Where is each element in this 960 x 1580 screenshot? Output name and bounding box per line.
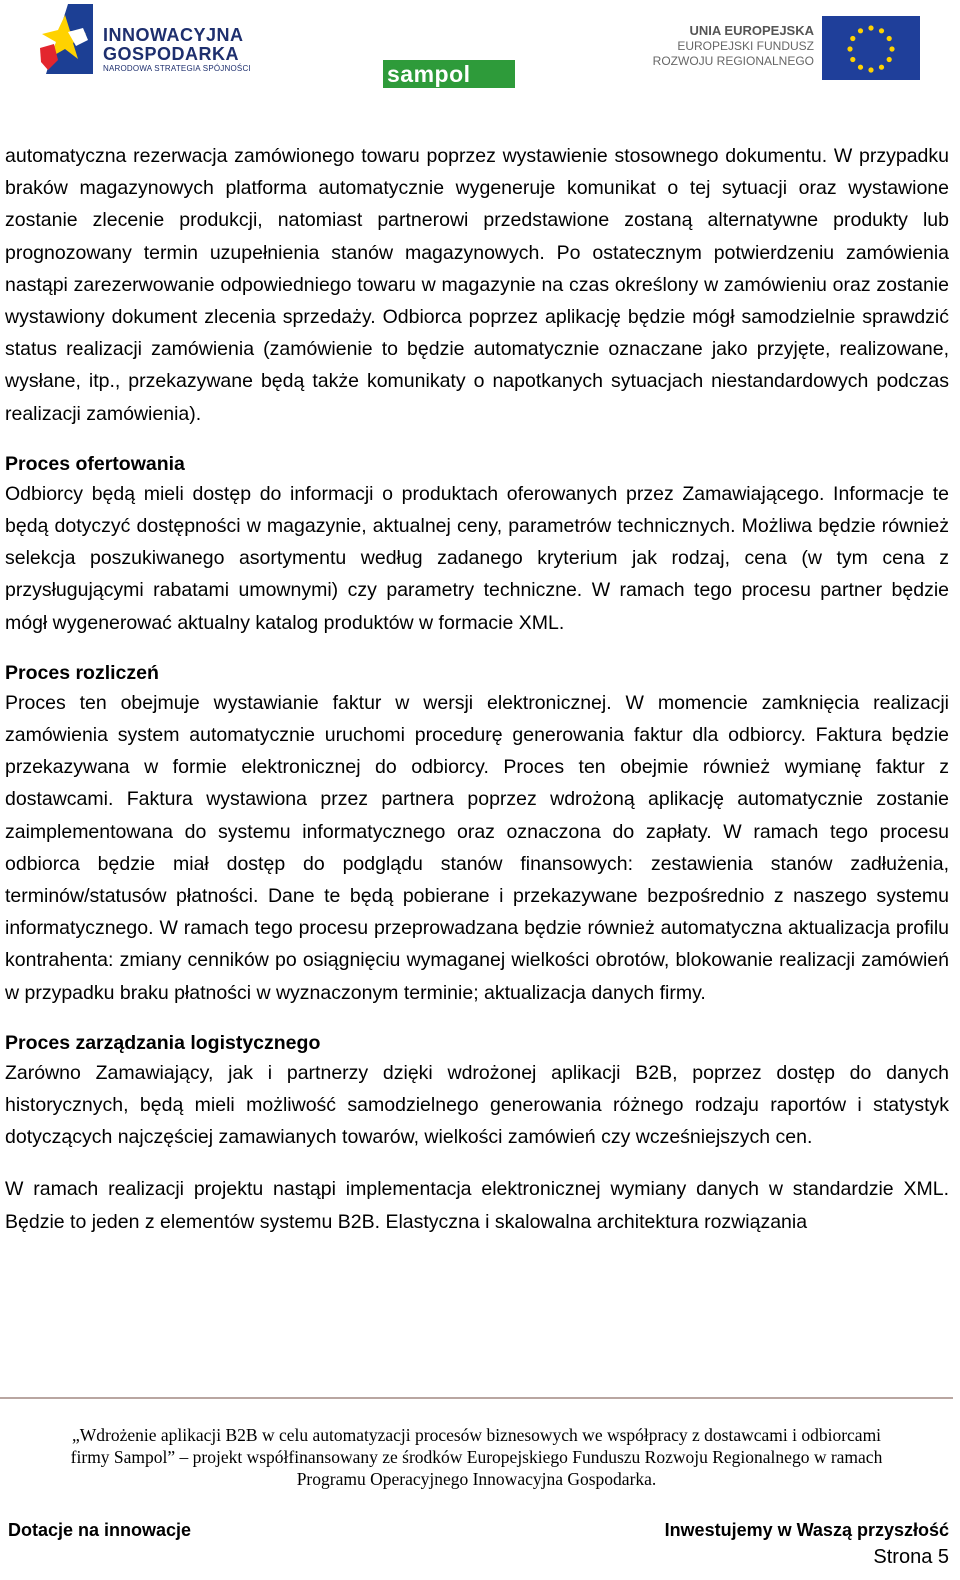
footer-left-slogan: Dotacje na innowacje [8, 1520, 192, 1540]
eu-logo-line2: EUROPEJSKI FUNDUSZ [677, 39, 814, 53]
section-text-ofertowania: Odbiorcy będą mieli dostęp do informacji o produktach oferowanych przez Zamawiającego. Informacje te będą dotyczyć dostępności w magazynie, aktualnej ceny, parametrów technicznych. Możliwa będzie również selekcja poszukiwanego asortymentu według zadanego kryterium jak rodzaj, cena (w tym cena z przysługującymi rabatami umownymi) czy parametry techniczne. W ramach tego procesu partner będzie mógł wygenerować aktualny katalog produktów w formacie XML. [5, 482, 949, 634]
footnote-line1: „Wdrożenie aplikacji B2B w celu automatyzacji procesów biznesowych we współpracy z dostawcami i odbiorcami [71, 1425, 882, 1445]
sampol-logo-text: sampol [387, 61, 471, 87]
logo-ig-line3: NARODOWA STRATEGIA SPÓJNOŚCI [103, 64, 251, 73]
project-footnote [0, 1424, 953, 1490]
footnote-line3: Programu Operacyjnego Innowacyjna Gospodarka. [296, 1469, 657, 1489]
section-heading-logistyka: Proces zarządzania logistycznego [5, 1031, 321, 1054]
eu-logo-line1: UNIA EUROPEJSKA [689, 23, 814, 38]
document-body [5, 140, 949, 1238]
innowacyjna-gospodarka-logo [38, 4, 288, 76]
section-text-rozliczen: Proces ten obejmuje wystawianie faktur w wersji elektronicznej. W momencie zamknięcia realizacji zamówienia system automatycznie uruchomi procedurę generowania faktur dla odbiorcy. Faktura będzie przekazywana w formie elektronicznej do odbiorcy. Proces ten obejmie również wymianę faktur z dostawcami. Faktura wystawiona przez partnera poprzez wdrożoną aplikację automatycznie zostanie zaimplementowana do systemu informatycznego oraz oznaczona do zapłaty. W ramach tego procesu odbiorca będzie miał dostęp do podglądu stanów finansowych: zestawienia stanów zadłużenia, terminów/statusów płatności. Dane te będą pobierane i przekazywane bezpośrednio z naszego systemu informatycznego. W ramach tego procesu przeprowadzana będzie również automatyczna aktualizacja profilu kontrahenta: zmiany cenników po osiągnięciu wymaganej wielkości obrotów, blokowanie realizacji zamówień w przypadku braku płatności w wyznaczonym terminie; aktualizacja danych firmy. [5, 691, 949, 1004]
eu-logo-line3: ROZWOJU REGIONALNEGO [652, 54, 814, 68]
section-heading-rozliczen: Proces rozliczeń [5, 661, 159, 684]
section-heading-ofertowania: Proces ofertowania [5, 452, 185, 475]
eu-flag-icon [822, 16, 920, 80]
sampol-logo [383, 60, 515, 88]
intro-paragraph: automatyczna rezerwacja zamówionego towaru poprzez wystawienie stosownego dokumentu. W przypadku braków magazynowych platforma automatycznie wygeneruje komunikat o tej sytuacji oraz wystawione zostanie zlecenie produkcji, natomiast partnerowi przedstawione zostaną alternatywne produkty lub prognozowany termin uzupełnienia stanów magazynowych. Po ostatecznym potwierdzeniu zamówienia nastąpi zarezerwowanie odpowiedniego towaru w magazynie na czas określony w zamówieniu oraz zostanie wystawiony dokument zlecenia sprzedaży. Odbiorca poprzez aplikację będzie mógł samodzielnie sprawdzić status realizacji zamówienia (zamówienie to będzie automatycznie oznaczane jako przyjęte, realizowane, wysłane, itp., przekazywane będą także komunikaty o napotkanych sytuacjach niestandardowych podczas realizacji zamówienia). [5, 145, 949, 425]
page-number: Strona 5 [873, 1546, 949, 1568]
logo-ig-line1: INNOWACYJNA [103, 25, 244, 45]
footnote-line2: firmy Sampol” – projekt współfinansowany ze środków Europejskiego Funduszu Rozwoju Regionalnego w ramach [70, 1447, 883, 1467]
page-header [0, 0, 960, 95]
footer-divider [0, 1397, 953, 1399]
logo-ig-line2: GOSPODARKA [103, 44, 240, 64]
footer-right-slogan: Inwestujemy w Waszą przyszłość [664, 1520, 949, 1540]
eu-logo [652, 16, 922, 80]
star-emblem-icon [38, 4, 96, 74]
section-text-logistyka: Zarówno Zamawiający, jak i partnerzy dzięki wdrożonej aplikacji B2B, poprzez dostęp do danych historycznych, będą mieli możliwość samodzielnego generowania różnego rodzaju raportów i statystyk dotyczących najczęściej zamawianych towarów, wielkości zamówień czy wcześniejszych cen. [5, 1061, 949, 1149]
closing-paragraph: W ramach realizacji projektu nastąpi implementacja elektronicznej wymiany danych w standardzie XML. Będzie to jeden z elementów systemu B2B. Elastyczna i skalowalna architektura rozwiązania [5, 1178, 949, 1233]
